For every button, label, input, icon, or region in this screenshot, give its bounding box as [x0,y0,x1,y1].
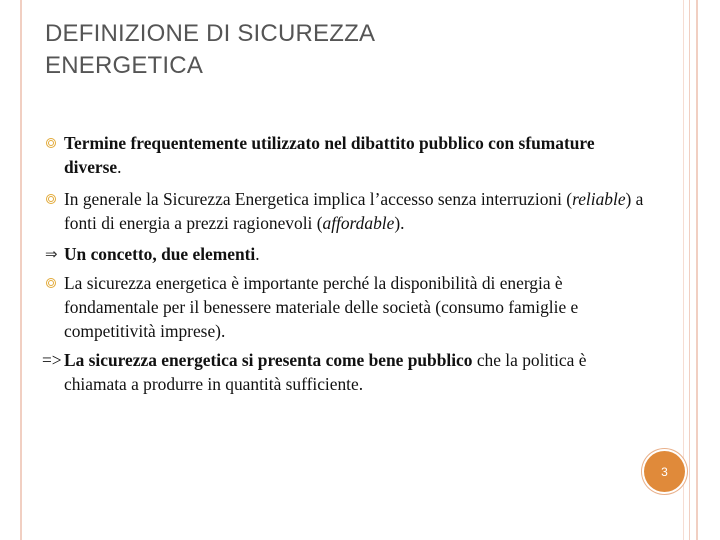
bullet-concept-bold: Un concetto, due elementi [64,244,256,264]
left-frame-line [20,0,22,540]
conclusion-arrow-text: => [42,350,62,370]
sun-bullet-icon [45,187,61,211]
bullet-general-part1: In generale la Sicurezza Energetica implica l’accesso senza interruzioni ( [64,189,573,209]
page-number: 3 [661,464,668,479]
bullet-item-definition [45,131,645,179]
bullet-item-concept [45,242,645,266]
conclusion-item [42,348,645,396]
slide-title-line-2: ENERGETICA [45,52,204,79]
bullet-concept-after: . [255,244,260,264]
slide-title-line-1: DEFINIZIONE DI SICUREZZA [45,20,376,47]
slide-body [42,131,645,396]
bullet-general-italic-affordable: affordable [322,213,395,233]
right-frame-line-outer [696,0,698,540]
bullet-item-general [45,187,645,235]
bullet-general-part2: ) a fonti di energia a prezzi ragionevoli ( [64,189,644,233]
conclusion-bold: La sicurezza energetica si presenta come bene pubblico [64,350,473,370]
implies-arrow-icon: ⇒ [45,245,58,263]
conclusion-after: che la politica è chiamata a produrre in quantità sufficiente. [64,350,587,394]
page-number-badge [644,451,685,492]
bullet-definition-bold: Termine frequentemente utilizzato nel dibattito pubblico con sfumature diverse [64,133,595,177]
bullet-item-importance [45,271,645,343]
sun-bullet-icon [45,131,61,155]
bullet-general-italic-reliable: reliable [572,189,626,209]
right-frame-line-middle [689,0,690,540]
bullet-general-part3: ). [394,213,405,233]
right-frame-line-inner [683,0,684,540]
bullet-importance-text: La sicurezza energetica è importante perché la disponibilità di energia è fondamentale per il benessere materiale delle società (consumo famiglie e competitività imprese). [64,273,579,341]
sun-bullet-icon [45,271,61,295]
slide-title [45,18,605,82]
bullet-definition-after: . [117,157,122,177]
